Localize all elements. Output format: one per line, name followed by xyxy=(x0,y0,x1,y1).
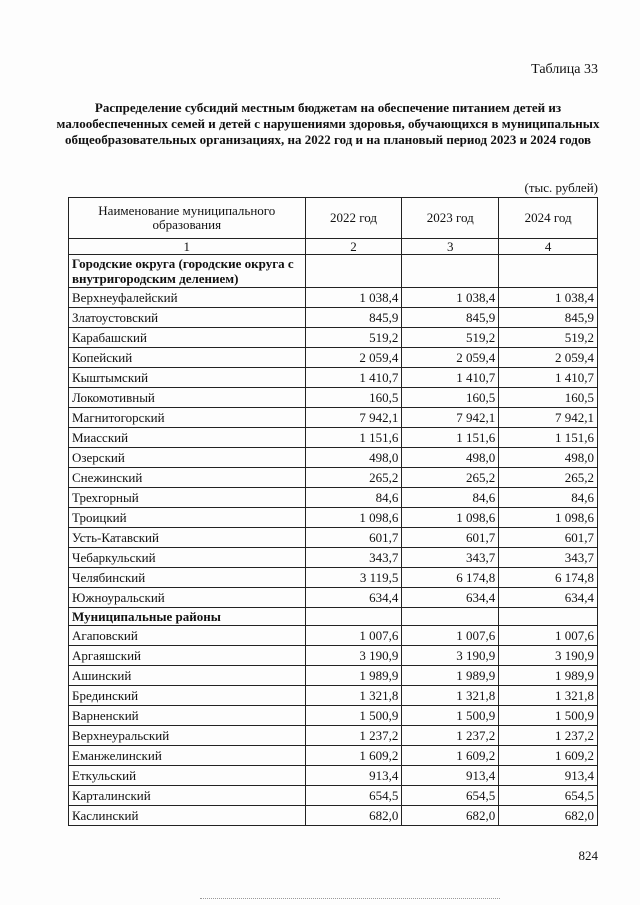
empty-cell xyxy=(305,608,402,626)
municipality-name: Троицкий xyxy=(69,508,306,528)
value-2023: 1 237,2 xyxy=(402,726,499,746)
value-2023: 160,5 xyxy=(402,388,499,408)
value-2024: 519,2 xyxy=(499,328,598,348)
value-2022: 913,4 xyxy=(305,766,402,786)
value-2022: 498,0 xyxy=(305,448,402,468)
group-header-row xyxy=(69,608,598,626)
table-row xyxy=(69,726,598,746)
municipality-name: Агаповский xyxy=(69,626,306,646)
value-2023: 6 174,8 xyxy=(402,568,499,588)
municipality-name: Карабашский xyxy=(69,328,306,348)
table-row xyxy=(69,428,598,448)
table-row xyxy=(69,806,598,826)
municipality-name: Чебаркульский xyxy=(69,548,306,568)
empty-cell xyxy=(402,255,499,288)
page-number: 824 xyxy=(578,848,598,863)
value-2024: 1 038,4 xyxy=(499,288,598,308)
value-2023: 3 190,9 xyxy=(402,646,499,666)
value-2023: 1 410,7 xyxy=(402,368,499,388)
value-2024: 1 500,9 xyxy=(499,706,598,726)
value-2023: 265,2 xyxy=(402,468,499,488)
value-2022: 1 500,9 xyxy=(305,706,402,726)
value-2024: 1 151,6 xyxy=(499,428,598,448)
group-header-row xyxy=(69,255,598,288)
table-number: Таблица 33 xyxy=(531,62,598,77)
table-row xyxy=(69,746,598,766)
value-2023: 845,9 xyxy=(402,308,499,328)
municipality-name: Миасский xyxy=(69,428,306,448)
header-municipality: Наименование муниципального образования xyxy=(69,198,306,239)
column-number: 2 xyxy=(305,239,402,255)
scan-artifact-line xyxy=(200,898,500,899)
value-2024: 913,4 xyxy=(499,766,598,786)
value-2023: 498,0 xyxy=(402,448,499,468)
municipality-name: Еткульский xyxy=(69,766,306,786)
value-2023: 682,0 xyxy=(402,806,499,826)
value-2023: 1 609,2 xyxy=(402,746,499,766)
value-2022: 1 989,9 xyxy=(305,666,402,686)
header-2023: 2023 год xyxy=(402,198,499,239)
value-2023: 84,6 xyxy=(402,488,499,508)
value-2024: 654,5 xyxy=(499,786,598,806)
value-2023: 1 038,4 xyxy=(402,288,499,308)
value-2023: 1 098,6 xyxy=(402,508,499,528)
municipality-name: Копейский xyxy=(69,348,306,368)
value-2023: 1 500,9 xyxy=(402,706,499,726)
value-2022: 3 119,5 xyxy=(305,568,402,588)
value-2024: 1 609,2 xyxy=(499,746,598,766)
value-2024: 343,7 xyxy=(499,548,598,568)
municipality-name: Златоустовский xyxy=(69,308,306,328)
empty-cell xyxy=(402,608,499,626)
table-row xyxy=(69,308,598,328)
municipality-name: Каслинский xyxy=(69,806,306,826)
value-2024: 1 237,2 xyxy=(499,726,598,746)
value-2024: 601,7 xyxy=(499,528,598,548)
value-2022: 845,9 xyxy=(305,308,402,328)
municipality-name: Варненский xyxy=(69,706,306,726)
table-row xyxy=(69,666,598,686)
municipality-name: Магнитогорский xyxy=(69,408,306,428)
value-2024: 265,2 xyxy=(499,468,598,488)
value-2022: 682,0 xyxy=(305,806,402,826)
value-2024: 498,0 xyxy=(499,448,598,468)
municipality-name: Челябинский xyxy=(69,568,306,588)
value-2024: 160,5 xyxy=(499,388,598,408)
municipality-name: Карталинский xyxy=(69,786,306,806)
empty-cell xyxy=(305,255,402,288)
value-2022: 1 098,6 xyxy=(305,508,402,528)
value-2022: 1 151,6 xyxy=(305,428,402,448)
column-number-row xyxy=(69,239,598,255)
value-2023: 654,5 xyxy=(402,786,499,806)
value-2022: 265,2 xyxy=(305,468,402,488)
table-title: Распределение субсидий местным бюджетам на обеспечение питанием детей из малообеспеченных семей и детей с нарушениями здоровья, обучающихся в муниципальных общеобразовательных организациях, на 2022 год и на плановый период 2023 и 2024 годов xyxy=(56,100,600,147)
table-row xyxy=(69,548,598,568)
value-2024: 1 098,6 xyxy=(499,508,598,528)
table-row xyxy=(69,508,598,528)
value-2022: 1 321,8 xyxy=(305,686,402,706)
group-title: Городские округа (городские округа с внутригородским делением) xyxy=(69,255,306,288)
value-2024: 6 174,8 xyxy=(499,568,598,588)
value-2024: 3 190,9 xyxy=(499,646,598,666)
value-2023: 2 059,4 xyxy=(402,348,499,368)
municipality-name: Локомотивный xyxy=(69,388,306,408)
column-number: 4 xyxy=(499,239,598,255)
value-2022: 1 237,2 xyxy=(305,726,402,746)
value-2024: 2 059,4 xyxy=(499,348,598,368)
value-2022: 343,7 xyxy=(305,548,402,568)
header-2022: 2022 год xyxy=(305,198,402,239)
table-row xyxy=(69,408,598,428)
municipality-name: Озерский xyxy=(69,448,306,468)
table-row xyxy=(69,626,598,646)
value-2023: 343,7 xyxy=(402,548,499,568)
group-title: Муниципальные районы xyxy=(69,608,306,626)
table-row xyxy=(69,348,598,368)
municipality-name: Кыштымский xyxy=(69,368,306,388)
value-2024: 84,6 xyxy=(499,488,598,508)
header-row xyxy=(69,198,598,239)
value-2023: 1 007,6 xyxy=(402,626,499,646)
value-2023: 913,4 xyxy=(402,766,499,786)
table-row xyxy=(69,388,598,408)
value-2022: 7 942,1 xyxy=(305,408,402,428)
value-2022: 84,6 xyxy=(305,488,402,508)
municipality-name: Снежинский xyxy=(69,468,306,488)
value-2023: 7 942,1 xyxy=(402,408,499,428)
value-2022: 1 609,2 xyxy=(305,746,402,766)
value-2024: 1 321,8 xyxy=(499,686,598,706)
table-row xyxy=(69,468,598,488)
municipality-name: Южноуральский xyxy=(69,588,306,608)
column-number: 1 xyxy=(69,239,306,255)
value-2024: 845,9 xyxy=(499,308,598,328)
municipality-name: Аргаяшский xyxy=(69,646,306,666)
header-2024: 2024 год xyxy=(499,198,598,239)
table-row xyxy=(69,706,598,726)
value-2023: 519,2 xyxy=(402,328,499,348)
table-row xyxy=(69,368,598,388)
value-2023: 1 321,8 xyxy=(402,686,499,706)
table-body xyxy=(69,255,598,826)
municipality-name: Брединский xyxy=(69,686,306,706)
table-row xyxy=(69,568,598,588)
value-2022: 1 007,6 xyxy=(305,626,402,646)
municipality-name: Ашинский xyxy=(69,666,306,686)
units-note: (тыс. рублей) xyxy=(524,180,598,195)
municipality-name: Верхнеуфалейский xyxy=(69,288,306,308)
value-2023: 601,7 xyxy=(402,528,499,548)
table-row xyxy=(69,488,598,508)
table-row xyxy=(69,646,598,666)
value-2022: 519,2 xyxy=(305,328,402,348)
table-row xyxy=(69,288,598,308)
value-2023: 1 151,6 xyxy=(402,428,499,448)
value-2022: 2 059,4 xyxy=(305,348,402,368)
value-2022: 1 038,4 xyxy=(305,288,402,308)
table-row xyxy=(69,528,598,548)
table-row xyxy=(69,588,598,608)
value-2024: 7 942,1 xyxy=(499,408,598,428)
municipality-name: Еманжелинский xyxy=(69,746,306,766)
municipality-name: Верхнеуральский xyxy=(69,726,306,746)
municipality-name: Усть-Катавский xyxy=(69,528,306,548)
value-2024: 1 989,9 xyxy=(499,666,598,686)
value-2024: 682,0 xyxy=(499,806,598,826)
value-2023: 1 989,9 xyxy=(402,666,499,686)
value-2022: 654,5 xyxy=(305,786,402,806)
table-row xyxy=(69,686,598,706)
column-number: 3 xyxy=(402,239,499,255)
table-row xyxy=(69,786,598,806)
subsidy-table xyxy=(68,197,598,826)
municipality-name: Трехгорный xyxy=(69,488,306,508)
table-row xyxy=(69,766,598,786)
value-2022: 601,7 xyxy=(305,528,402,548)
value-2022: 160,5 xyxy=(305,388,402,408)
value-2023: 634,4 xyxy=(402,588,499,608)
value-2024: 1 410,7 xyxy=(499,368,598,388)
table-row xyxy=(69,328,598,348)
value-2022: 634,4 xyxy=(305,588,402,608)
empty-cell xyxy=(499,255,598,288)
value-2024: 634,4 xyxy=(499,588,598,608)
table-row xyxy=(69,448,598,468)
value-2024: 1 007,6 xyxy=(499,626,598,646)
empty-cell xyxy=(499,608,598,626)
value-2022: 3 190,9 xyxy=(305,646,402,666)
value-2022: 1 410,7 xyxy=(305,368,402,388)
